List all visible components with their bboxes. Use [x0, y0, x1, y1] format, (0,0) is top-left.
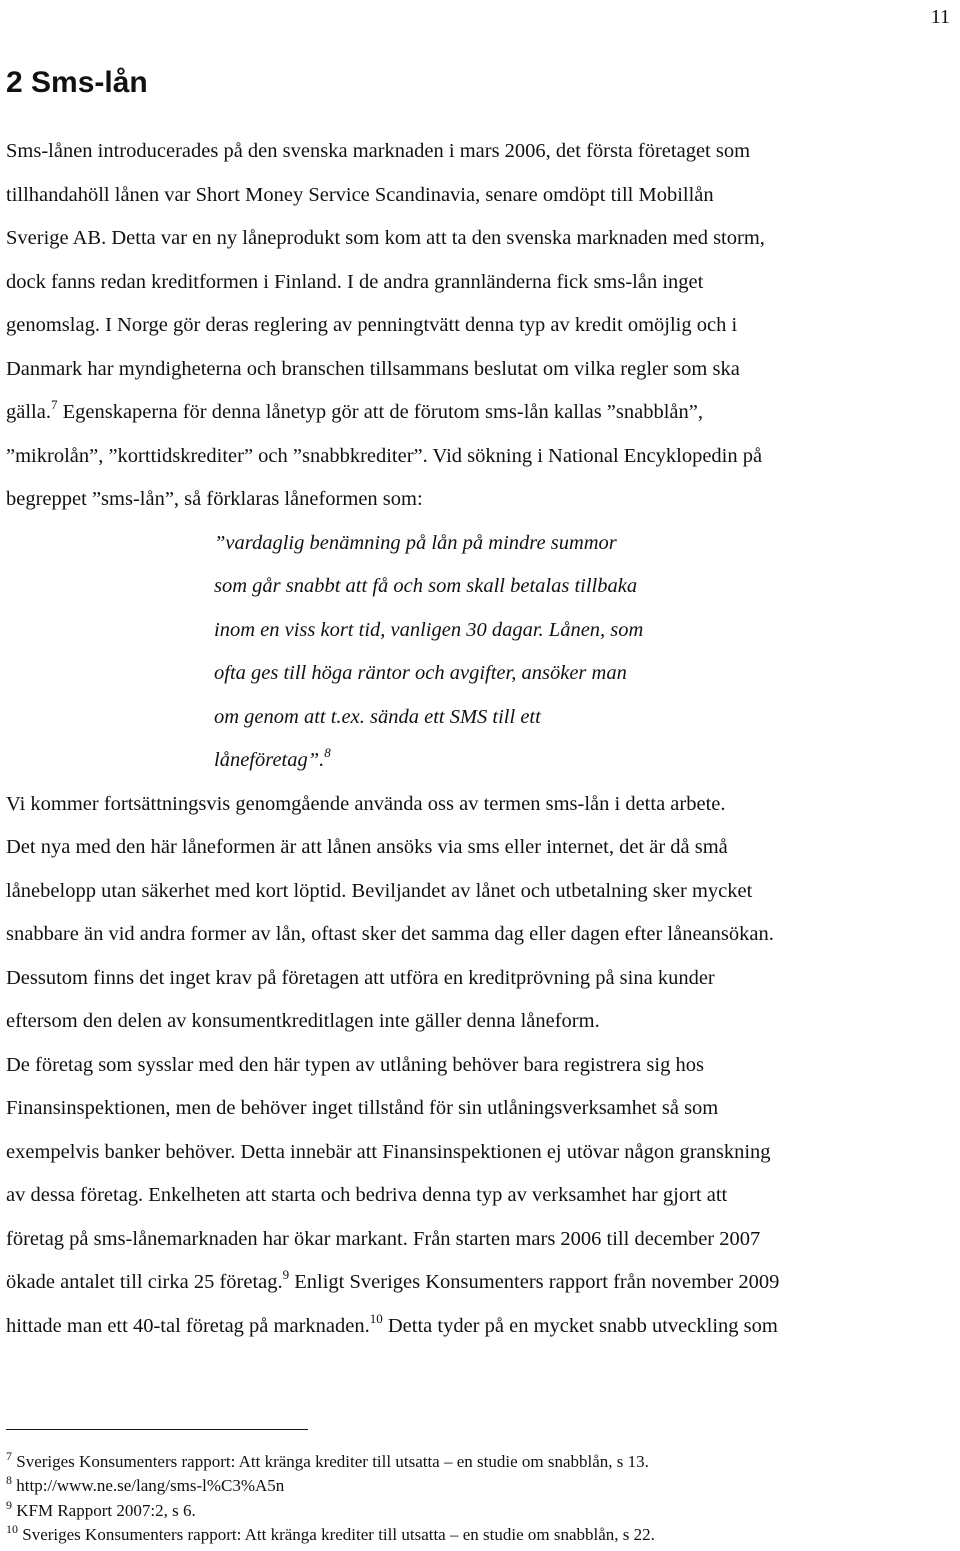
- footnote-reference: 10: [369, 1310, 383, 1326]
- block-quote: [6, 522, 958, 783]
- quote-line: ”vardaglig benämning på lån på mindre summor: [214, 531, 617, 554]
- text-line: ”mikrolån”, ”korttidskrediter” och ”snabbkrediter”. Vid sökning i National Encyklopedin på: [6, 444, 763, 467]
- footnote-text: KFM Rapport 2007:2, s 6.: [12, 1500, 196, 1520]
- footnote: [6, 1450, 956, 1474]
- footnote-number: 9: [6, 1497, 12, 1512]
- footnote-reference: 9: [282, 1267, 290, 1282]
- text-line: företag på sms-lånemarknaden har ökar markant. Från starten mars 2006 till december 2007: [6, 1227, 761, 1250]
- text-line: De företag som sysslar med den här typen av utlåning behöver bara registrera sig hos: [6, 1053, 704, 1076]
- text-line: snabbare än vid andra former av lån, oftast sker det samma dag eller dagen efter låneansökan.: [6, 923, 774, 945]
- text-line: Det nya med den här låneformen är att lånen ansöks via sms eller internet, det är då små: [6, 836, 728, 858]
- quote-line: inom en viss kort tid, vanligen 30 dagar. Lånen, som: [214, 618, 644, 641]
- text-run: Enligt Sveriges Konsumenters rapport från november 2009: [289, 1271, 780, 1293]
- footnote: [6, 1499, 956, 1523]
- footnote-reference: 7: [50, 397, 58, 412]
- text-line: Dessutom finns det inget krav på företagen att utföra en kreditprövning på sina kunder: [6, 966, 715, 989]
- text-run: ökade antalet till cirka 25 företag.: [6, 1271, 283, 1293]
- text-line: tillhandahöll lånen var Short Money Service Scandinavia, senare omdöpt till Mobillån: [6, 183, 714, 206]
- section-heading: 2 Sms-lån: [6, 66, 148, 99]
- text-line: lånebelopp utan säkerhet med kort löptid. Beviljandet av lånet och utbetalning sker mycket: [6, 879, 753, 902]
- footnote-separator: [6, 1429, 308, 1430]
- footnote-text: http://www.ne.se/lang/sms-l%C3%A5n: [12, 1476, 285, 1496]
- text-run: gälla.: [6, 401, 51, 423]
- text-run: hittade man ett 40-tal företag på marknaden.: [6, 1314, 370, 1337]
- body-text: [6, 130, 958, 1348]
- text-line: [6, 1261, 958, 1305]
- text-line: Finansinspektionen, men de behöver inget tillstånd för sin utlåningsverksamhet så som: [6, 1097, 719, 1119]
- text-line: [6, 1305, 958, 1349]
- footnote-number: 8: [6, 1473, 12, 1488]
- text-line: genomslag. I Norge gör deras reglering av penningtvätt denna typ av kredit omöjlig och i: [6, 314, 738, 336]
- text-line: av dessa företag. Enkelheten att starta och bedriva denna typ av verksamhet har gjort att: [6, 1184, 728, 1206]
- text-run: Egenskaperna för denna lånetyp gör att de förutom sms-lån kallas ”snabblån”,: [57, 401, 703, 423]
- intro-paragraph: [6, 130, 958, 522]
- text-line: Sms-lånen introducerades på den svenska marknaden i mars 2006, det första företaget som: [6, 140, 751, 162]
- footnote-number: 7: [6, 1449, 12, 1463]
- text-run: Detta tyder på en mycket snabb utveckling som: [382, 1314, 778, 1337]
- footnote: [6, 1474, 956, 1498]
- main-paragraphs: [6, 783, 958, 1349]
- text-line: begreppet ”sms-lån”, så förklaras låneformen som:: [6, 488, 423, 510]
- text-line: Danmark har myndigheterna och branschen tillsammans beslutat om vilka regler som ska: [6, 357, 740, 380]
- text-line: Sverige AB. Detta var en ny låneprodukt som kom att ta den svenska marknaden med storm,: [6, 227, 765, 249]
- footnote: [6, 1523, 956, 1547]
- text-line: exempelvis banker behöver. Detta innebär att Finansinspektionen ej utövar någon granskning: [6, 1140, 771, 1163]
- quote-line: om genom att t.ex. sända ett SMS till ett: [214, 705, 541, 728]
- footnote-text: Sveriges Konsumenters rapport: Att kränga krediter till utsatta – en studie om snabblån, s 22.: [18, 1524, 655, 1544]
- footnote-reference: 8: [324, 745, 331, 760]
- text-line: eftersom den delen av konsumentkreditlagen inte gäller denna låneform.: [6, 1010, 600, 1032]
- text-line: [6, 391, 958, 435]
- text-run: låneföretag”.: [214, 749, 325, 771]
- quote-line: ofta ges till höga räntor och avgifter, ansöker man: [214, 662, 627, 684]
- footnote-text: Sveriges Konsumenters rapport: Att kränga krediter till utsatta – en studie om snabblån, s 13.: [12, 1452, 649, 1471]
- page-number: 11: [930, 6, 950, 28]
- quote-line: som går snabbt att få och som skall betalas tillbaka: [214, 575, 638, 597]
- footnote-number: 10: [6, 1521, 18, 1536]
- text-line: dock fanns redan kreditformen i Finland. I de andra grannländerna fick sms-lån inget: [6, 270, 704, 293]
- quote-line: [6, 739, 958, 783]
- footnotes: [6, 1450, 956, 1547]
- text-line: Vi kommer fortsättningsvis genomgående använda oss av termen sms-lån i detta arbete.: [6, 792, 726, 815]
